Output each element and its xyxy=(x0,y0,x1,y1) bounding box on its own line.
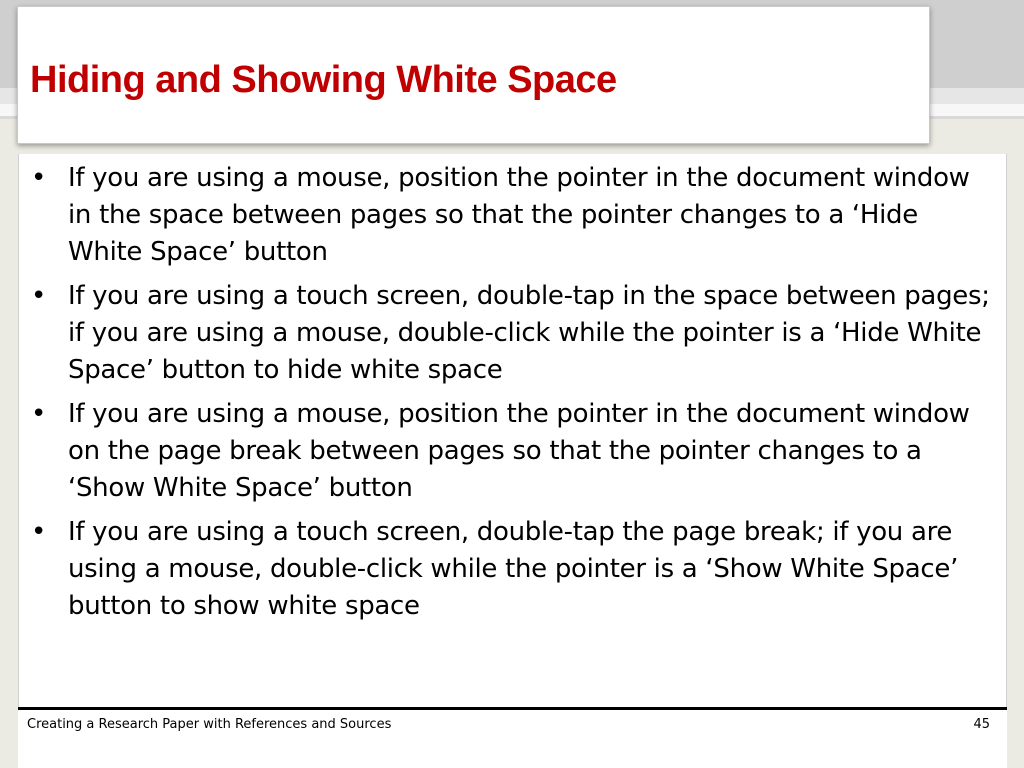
bullet-icon: • xyxy=(31,163,47,193)
bullet-item xyxy=(27,396,997,507)
bullet-item xyxy=(27,514,997,625)
bullet-item xyxy=(27,160,997,271)
bullet-text: If you are using a mouse, position the pointer in the document window in the space between pages so that the pointer changes to a ‘Hide White Space’ button xyxy=(68,163,970,267)
bullet-icon: • xyxy=(31,281,47,311)
footer-title: Creating a Research Paper with References and Sources xyxy=(27,717,392,732)
bullet-icon: • xyxy=(31,517,47,547)
page-number: 45 xyxy=(973,717,990,732)
bullet-text: If you are using a touch screen, double-tap in the space between pages; if you are using a mouse, double-click while the pointer is a ‘Hide White Space’ button to hide white space xyxy=(68,281,990,385)
bullet-icon: • xyxy=(31,399,47,429)
bullet-list xyxy=(27,160,997,632)
bullet-text: If you are using a touch screen, double-tap the page break; if you are using a mouse, double-click while the pointer is a ‘Show White Space’ button to show white space xyxy=(68,517,959,621)
bullet-item xyxy=(27,278,997,389)
footer xyxy=(18,710,1007,768)
bullet-text: If you are using a mouse, position the pointer in the document window on the page break between pages so that the pointer changes to a ‘Show White Space’ button xyxy=(68,399,970,503)
title-box xyxy=(17,6,930,144)
slide-title: Hiding and Showing White Space xyxy=(30,59,617,101)
content-panel xyxy=(18,154,1007,707)
